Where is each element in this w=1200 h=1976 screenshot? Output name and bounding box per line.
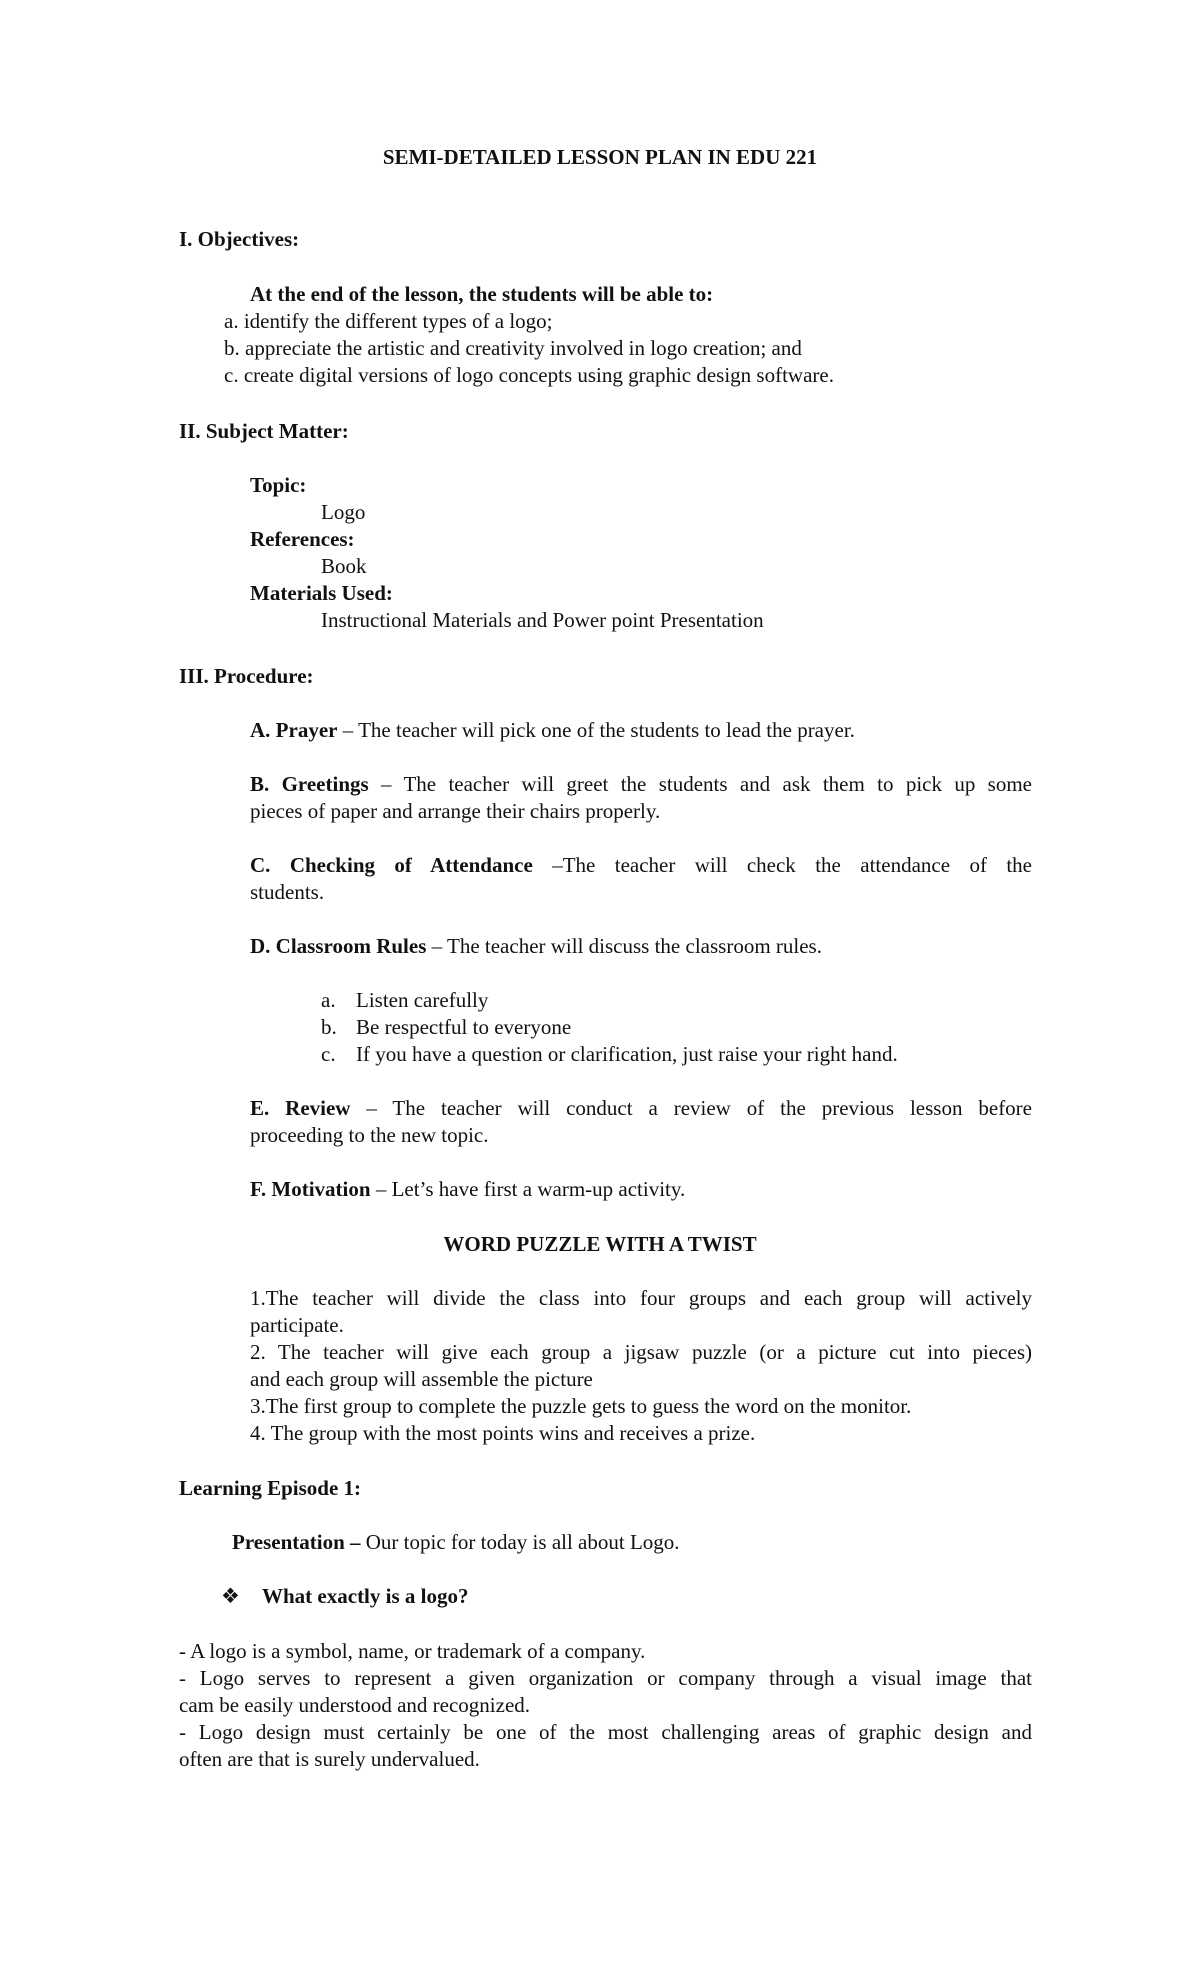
attendance-label: C. Checking of Attendance xyxy=(250,853,533,877)
puzzle-title: WORD PUZZLE WITH A TWIST xyxy=(443,1232,757,1256)
review-step xyxy=(250,1095,1032,1122)
attendance-text-cont: students. xyxy=(250,880,325,904)
attendance-text: –The teacher will check the attendance of the xyxy=(532,853,1032,877)
references-label: References: xyxy=(250,527,355,551)
page-title: SEMI-DETAILED LESSON PLAN IN EDU 221 xyxy=(382,145,818,169)
review-text-cont: proceeding to the new topic. xyxy=(250,1123,489,1147)
rule-marker: c. xyxy=(321,1042,336,1066)
greetings-label: B. Greetings xyxy=(250,772,369,796)
definition-line: - Logo design must certainly be one of the most challenging areas of graphic design and xyxy=(179,1720,1032,1744)
puzzle-line: participate. xyxy=(250,1313,344,1337)
question-heading: What exactly is a logo? xyxy=(262,1584,469,1608)
topic-label: Topic: xyxy=(250,473,307,497)
objectives-heading: I. Objectives: xyxy=(179,227,300,251)
definition-line: cam be easily understood and recognized. xyxy=(179,1693,531,1717)
presentation-label: Presentation – xyxy=(232,1530,361,1554)
objectives-intro: At the end of the lesson, the students will be able to: xyxy=(250,282,714,306)
presentation-step xyxy=(232,1529,680,1556)
puzzle-line: 2. The teacher will give each group a jigsaw puzzle (or a picture cut into pieces) xyxy=(250,1340,1032,1364)
motivation-label: F. Motivation xyxy=(250,1177,371,1201)
greetings-text: – The teacher will greet the students and ask them to pick up some xyxy=(368,772,1032,796)
rules-text: – The teacher will discuss the classroom rules. xyxy=(426,934,822,958)
greetings-step xyxy=(250,771,1032,798)
subject-matter-heading: II. Subject Matter: xyxy=(179,419,349,443)
puzzle-line: 1.The teacher will divide the class into four groups and each group will actively xyxy=(250,1286,1032,1310)
rule-text: Be respectful to everyone xyxy=(356,1015,572,1039)
materials-label: Materials Used: xyxy=(250,581,393,605)
greetings-text-cont: pieces of paper and arrange their chairs properly. xyxy=(250,799,661,823)
objective-item: c. create digital versions of logo concepts using graphic design software. xyxy=(224,363,834,387)
review-label: E. Review xyxy=(250,1096,351,1120)
procedure-heading: III. Procedure: xyxy=(179,664,314,688)
puzzle-line: 4. The group with the most points wins and receives a prize. xyxy=(250,1421,756,1445)
objective-item: a. identify the different types of a logo; xyxy=(224,309,553,333)
rule-marker: b. xyxy=(321,1015,337,1039)
rule-text: Listen carefully xyxy=(356,988,489,1012)
rule-text: If you have a question or clarification, just raise your right hand. xyxy=(356,1042,898,1066)
review-text: – The teacher will conduct a review of the previous lesson before xyxy=(350,1096,1032,1120)
references-value: Book xyxy=(321,554,367,578)
motivation-step xyxy=(250,1176,685,1203)
episode-heading: Learning Episode 1: xyxy=(179,1476,362,1500)
attendance-step xyxy=(250,852,1032,879)
presentation-text: Our topic for today is all about Logo. xyxy=(360,1530,680,1554)
rules-step xyxy=(250,933,822,960)
objective-item: b. appreciate the artistic and creativity involved in logo creation; and xyxy=(224,336,802,360)
definition-line: often are that is surely undervalued. xyxy=(179,1747,480,1771)
definition-line: - Logo serves to represent a given organization or company through a visual image that xyxy=(179,1666,1032,1690)
prayer-label: A. Prayer xyxy=(250,718,338,742)
puzzle-line: and each group will assemble the picture xyxy=(250,1367,593,1391)
diamond-bullet-icon: ❖ xyxy=(221,1584,240,1608)
prayer-step xyxy=(250,717,855,744)
puzzle-line: 3.The first group to complete the puzzle gets to guess the word on the monitor. xyxy=(250,1394,912,1418)
topic-value: Logo xyxy=(321,500,366,524)
motivation-text: – Let’s have first a warm-up activity. xyxy=(370,1177,686,1201)
materials-value: Instructional Materials and Power point Presentation xyxy=(321,608,764,632)
rule-marker: a. xyxy=(321,988,336,1012)
definition-line: - A logo is a symbol, name, or trademark of a company. xyxy=(179,1639,646,1663)
rules-label: D. Classroom Rules xyxy=(250,934,427,958)
prayer-text: – The teacher will pick one of the students to lead the prayer. xyxy=(337,718,855,742)
